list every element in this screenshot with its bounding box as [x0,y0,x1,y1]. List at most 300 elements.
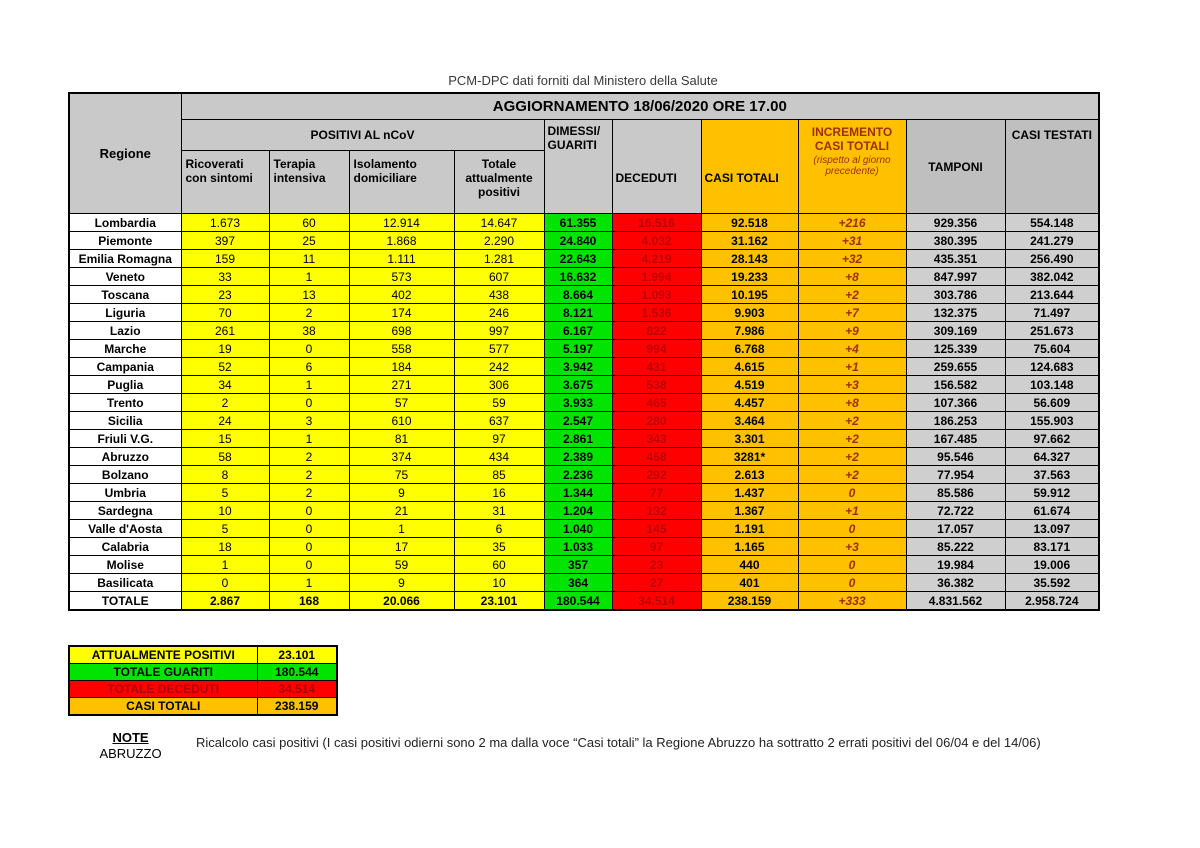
region-row [69,304,1099,322]
cell-incremento: +2 [798,412,906,430]
region-name: TOTALE [69,592,181,611]
cell-casi-totali: 6.768 [701,340,798,358]
cell-terapia-intensiva: 168 [269,592,349,611]
cell-dimessi-guariti: 2.861 [544,430,612,448]
summary-row [69,646,337,664]
region-row [69,502,1099,520]
region-row [69,574,1099,592]
cell-casi-totali: 7.986 [701,322,798,340]
cell-casi-totali: 1.437 [701,484,798,502]
cell-isolamento: 402 [349,286,454,304]
cell-tamponi: 95.546 [906,448,1005,466]
cell-ricoverati: 24 [181,412,269,430]
cell-terapia-intensiva: 2 [269,484,349,502]
cell-deceduti: 27 [612,574,701,592]
region-name: Puglia [69,376,181,394]
cell-deceduti: 97 [612,538,701,556]
cell-ricoverati: 15 [181,430,269,448]
cell-casi-testati: 61.674 [1005,502,1099,520]
cell-incremento: +3 [798,376,906,394]
cell-dimessi-guariti: 5.197 [544,340,612,358]
cell-tamponi: 847.997 [906,268,1005,286]
summary-label: CASI TOTALI [69,698,257,716]
cell-totale-positivi: 2.290 [454,232,544,250]
cell-totale-positivi: 16 [454,484,544,502]
cell-ricoverati: 23 [181,286,269,304]
cell-casi-totali: 4.615 [701,358,798,376]
cell-tamponi: 186.253 [906,412,1005,430]
region-name: Valle d'Aosta [69,520,181,538]
region-row [69,376,1099,394]
cell-ricoverati: 8 [181,466,269,484]
cell-ricoverati: 33 [181,268,269,286]
cell-dimessi-guariti: 364 [544,574,612,592]
region-name: Sardegna [69,502,181,520]
cell-deceduti: 4.032 [612,232,701,250]
cell-dimessi-guariti: 3.675 [544,376,612,394]
cell-incremento: +9 [798,322,906,340]
cell-tamponi: 107.366 [906,394,1005,412]
covid-regions-table [68,92,1100,611]
region-row [69,340,1099,358]
cell-casi-testati: 251.673 [1005,322,1099,340]
region-row [69,232,1099,250]
cell-tamponi: 36.382 [906,574,1005,592]
cell-casi-totali: 3.301 [701,430,798,448]
region-name: Marche [69,340,181,358]
region-row [69,250,1099,268]
cell-tamponi: 85.586 [906,484,1005,502]
cell-totale-positivi: 35 [454,538,544,556]
cell-terapia-intensiva: 11 [269,250,349,268]
cell-totale-positivi: 438 [454,286,544,304]
col-header-deceduti: DECEDUTI [612,120,701,214]
cell-casi-testati: 56.609 [1005,394,1099,412]
cell-deceduti: 23 [612,556,701,574]
cell-tamponi: 19.984 [906,556,1005,574]
cell-totale-positivi: 997 [454,322,544,340]
cell-isolamento: 17 [349,538,454,556]
cell-casi-totali: 31.162 [701,232,798,250]
cell-isolamento: 57 [349,394,454,412]
cell-deceduti: 1.536 [612,304,701,322]
cell-totale-positivi: 10 [454,574,544,592]
cell-deceduti: 145 [612,520,701,538]
cell-deceduti: 280 [612,412,701,430]
cell-isolamento: 20.066 [349,592,454,611]
region-row [69,520,1099,538]
cell-dimessi-guariti: 1.344 [544,484,612,502]
region-name: Toscana [69,286,181,304]
col-header-ricoverati: Ricoverati con sintomi [181,151,269,214]
cell-totale-positivi: 97 [454,430,544,448]
cell-casi-totali: 401 [701,574,798,592]
cell-tamponi: 85.222 [906,538,1005,556]
cell-dimessi-guariti: 1.204 [544,502,612,520]
cell-totale-positivi: 306 [454,376,544,394]
note-header [88,730,173,761]
source-caption: PCM-DPC dati forniti dal Ministero della Salute [448,73,718,88]
cell-incremento: 0 [798,484,906,502]
cell-terapia-intensiva: 2 [269,304,349,322]
cell-isolamento: 374 [349,448,454,466]
cell-isolamento: 81 [349,430,454,448]
cell-casi-testati: 241.279 [1005,232,1099,250]
cell-casi-testati: 124.683 [1005,358,1099,376]
cell-isolamento: 59 [349,556,454,574]
summary-row [69,681,337,698]
cell-terapia-intensiva: 60 [269,214,349,232]
cell-casi-totali: 9.903 [701,304,798,322]
region-name: Piemonte [69,232,181,250]
cell-isolamento: 573 [349,268,454,286]
cell-deceduti: 1.994 [612,268,701,286]
cell-deceduti: 77 [612,484,701,502]
cell-tamponi: 72.722 [906,502,1005,520]
cell-dimessi-guariti: 2.547 [544,412,612,430]
col-header-terapia-intensiva: Terapia intensiva [269,151,349,214]
cell-tamponi: 435.351 [906,250,1005,268]
cell-terapia-intensiva: 0 [269,394,349,412]
cell-incremento: +2 [798,430,906,448]
cell-casi-testati: 2.958.724 [1005,592,1099,611]
region-name: Bolzano [69,466,181,484]
summary-label: ATTUALMENTE POSITIVI [69,646,257,664]
cell-casi-testati: 554.148 [1005,214,1099,232]
summary-label: TOTALE DECEDUTI [69,681,257,698]
summary-body [69,646,337,715]
cell-totale-positivi: 242 [454,358,544,376]
cell-terapia-intensiva: 1 [269,268,349,286]
cell-casi-totali: 4.519 [701,376,798,394]
cell-tamponi: 259.655 [906,358,1005,376]
cell-incremento: +7 [798,304,906,322]
cell-casi-testati: 83.171 [1005,538,1099,556]
col-group-positivi: POSITIVI AL nCoV [181,120,544,151]
region-name: Umbria [69,484,181,502]
cell-tamponi: 132.375 [906,304,1005,322]
cell-tamponi: 309.169 [906,322,1005,340]
cell-ricoverati: 2 [181,394,269,412]
region-row [69,484,1099,502]
cell-totale-positivi: 31 [454,502,544,520]
cell-totale-positivi: 6 [454,520,544,538]
summary-row [69,698,337,716]
cell-ricoverati: 19 [181,340,269,358]
cell-tamponi: 303.786 [906,286,1005,304]
cell-terapia-intensiva: 1 [269,574,349,592]
summary-table [68,645,338,716]
cell-dimessi-guariti: 1.040 [544,520,612,538]
cell-isolamento: 271 [349,376,454,394]
col-header-isolamento: Isolamento domiciliare [349,151,454,214]
note-region: ABRUZZO [99,746,162,761]
cell-dimessi-guariti: 16.632 [544,268,612,286]
cell-isolamento: 558 [349,340,454,358]
cell-ricoverati: 10 [181,502,269,520]
cell-isolamento: 12.914 [349,214,454,232]
cell-ricoverati: 1 [181,556,269,574]
cell-casi-totali: 28.143 [701,250,798,268]
cell-ricoverati: 70 [181,304,269,322]
incremento-sublabel: (rispetto al giorno precedente) [813,155,891,177]
col-header-incremento [798,120,906,214]
cell-casi-testati: 37.563 [1005,466,1099,484]
cell-ricoverati: 397 [181,232,269,250]
region-row [69,466,1099,484]
col-header-casi-totali: CASI TOTALI [701,120,798,214]
group-header-row [69,120,1099,151]
cell-tamponi: 125.339 [906,340,1005,358]
cell-casi-testati: 213.644 [1005,286,1099,304]
cell-isolamento: 610 [349,412,454,430]
cell-ricoverati: 1.673 [181,214,269,232]
region-name: Sicilia [69,412,181,430]
cell-incremento: +8 [798,394,906,412]
cell-casi-totali: 2.613 [701,466,798,484]
region-name: Abruzzo [69,448,181,466]
cell-isolamento: 1.868 [349,232,454,250]
cell-deceduti: 34.514 [612,592,701,611]
cell-incremento: 0 [798,556,906,574]
cell-terapia-intensiva: 25 [269,232,349,250]
incremento-label: INCREMENTO CASI TOTALI [811,125,893,153]
cell-incremento: 0 [798,574,906,592]
region-name: Campania [69,358,181,376]
region-name: Lombardia [69,214,181,232]
col-header-casi-testati: CASI TESTATI [1005,120,1099,214]
region-row [69,430,1099,448]
cell-dimessi-guariti: 2.236 [544,466,612,484]
region-row [69,538,1099,556]
cell-ricoverati: 159 [181,250,269,268]
cell-terapia-intensiva: 3 [269,412,349,430]
cell-deceduti: 994 [612,340,701,358]
cell-incremento: +333 [798,592,906,611]
cell-casi-testati: 59.912 [1005,484,1099,502]
region-name: Liguria [69,304,181,322]
cell-dimessi-guariti: 22.643 [544,250,612,268]
cell-casi-testati: 13.097 [1005,520,1099,538]
cell-deceduti: 458 [612,448,701,466]
region-name: Emilia Romagna [69,250,181,268]
cell-dimessi-guariti: 3.933 [544,394,612,412]
cell-isolamento: 75 [349,466,454,484]
update-banner: AGGIORNAMENTO 18/06/2020 ORE 17.00 [181,93,1099,120]
cell-isolamento: 1.111 [349,250,454,268]
note-title: NOTE [112,730,149,745]
cell-casi-totali: 19.233 [701,268,798,286]
region-row [69,394,1099,412]
region-name: Calabria [69,538,181,556]
region-name: Veneto [69,268,181,286]
region-name: Trento [69,394,181,412]
cell-isolamento: 1 [349,520,454,538]
cell-terapia-intensiva: 2 [269,466,349,484]
region-row [69,358,1099,376]
region-name: Molise [69,556,181,574]
region-row [69,412,1099,430]
cell-dimessi-guariti: 1.033 [544,538,612,556]
cell-casi-totali: 440 [701,556,798,574]
cell-totale-positivi: 60 [454,556,544,574]
cell-incremento: +4 [798,340,906,358]
cell-deceduti: 822 [612,322,701,340]
cell-isolamento: 698 [349,322,454,340]
cell-casi-totali: 1.367 [701,502,798,520]
cell-incremento: +216 [798,214,906,232]
cell-totale-positivi: 59 [454,394,544,412]
region-name: Basilicata [69,574,181,592]
cell-dimessi-guariti: 8.664 [544,286,612,304]
cell-incremento: +2 [798,466,906,484]
cell-isolamento: 184 [349,358,454,376]
totals-row [69,592,1099,611]
region-row [69,214,1099,232]
cell-casi-testati: 64.327 [1005,448,1099,466]
cell-incremento: +2 [798,286,906,304]
cell-deceduti: 16.516 [612,214,701,232]
cell-incremento: +2 [798,448,906,466]
cell-casi-totali: 1.191 [701,520,798,538]
cell-casi-totali: 238.159 [701,592,798,611]
cell-terapia-intensiva: 0 [269,520,349,538]
col-header-tamponi: TAMPONI [906,120,1005,214]
col-header-dimessi-guariti: DIMESSI/ GUARITI [544,120,612,214]
cell-tamponi: 380.395 [906,232,1005,250]
cell-incremento: +3 [798,538,906,556]
cell-casi-testati: 103.148 [1005,376,1099,394]
cell-totale-positivi: 14.647 [454,214,544,232]
col-header-totale-positivi: Totale attualmente positivi [454,151,544,214]
cell-totale-positivi: 1.281 [454,250,544,268]
summary-value: 238.159 [257,698,337,716]
cell-deceduti: 132 [612,502,701,520]
cell-ricoverati: 18 [181,538,269,556]
cell-ricoverati: 0 [181,574,269,592]
cell-casi-testati: 155.903 [1005,412,1099,430]
cell-incremento: 0 [798,520,906,538]
cell-deceduti: 538 [612,376,701,394]
cell-ricoverati: 2.867 [181,592,269,611]
col-header-regione: Regione [69,93,181,214]
region-row [69,322,1099,340]
cell-ricoverati: 58 [181,448,269,466]
cell-ricoverati: 5 [181,484,269,502]
cell-deceduti: 1.093 [612,286,701,304]
cell-ricoverati: 261 [181,322,269,340]
cell-dimessi-guariti: 24.840 [544,232,612,250]
summary-value: 34.514 [257,681,337,698]
cell-incremento: +1 [798,502,906,520]
cell-casi-testati: 97.662 [1005,430,1099,448]
cell-casi-testati: 19.006 [1005,556,1099,574]
cell-dimessi-guariti: 3.942 [544,358,612,376]
cell-casi-totali: 92.518 [701,214,798,232]
cell-totale-positivi: 85 [454,466,544,484]
banner-row [69,93,1099,120]
cell-incremento: +8 [798,268,906,286]
cell-incremento: +1 [798,358,906,376]
cell-totale-positivi: 434 [454,448,544,466]
cell-terapia-intensiva: 0 [269,502,349,520]
cell-tamponi: 17.057 [906,520,1005,538]
cell-terapia-intensiva: 0 [269,556,349,574]
cell-totale-positivi: 637 [454,412,544,430]
cell-terapia-intensiva: 1 [269,430,349,448]
cell-incremento: +31 [798,232,906,250]
region-name: Friuli V.G. [69,430,181,448]
cell-totale-positivi: 246 [454,304,544,322]
cell-casi-totali: 10.195 [701,286,798,304]
cell-tamponi: 167.485 [906,430,1005,448]
cell-dimessi-guariti: 2.389 [544,448,612,466]
summary-value: 23.101 [257,646,337,664]
cell-ricoverati: 52 [181,358,269,376]
table-body [69,214,1099,611]
cell-deceduti: 465 [612,394,701,412]
cell-tamponi: 156.582 [906,376,1005,394]
cell-isolamento: 21 [349,502,454,520]
cell-deceduti: 343 [612,430,701,448]
cell-casi-testati: 35.592 [1005,574,1099,592]
cell-isolamento: 9 [349,574,454,592]
cell-casi-testati: 256.490 [1005,250,1099,268]
cell-casi-testati: 382.042 [1005,268,1099,286]
region-row [69,556,1099,574]
cell-casi-totali: 1.165 [701,538,798,556]
cell-totale-positivi: 577 [454,340,544,358]
cell-casi-totali: 3.464 [701,412,798,430]
summary-row [69,664,337,681]
cell-casi-testati: 75.604 [1005,340,1099,358]
cell-tamponi: 4.831.562 [906,592,1005,611]
note-text: Ricalcolo casi positivi (I casi positivi odierni sono 2 ma dalla voce “Casi totali” la Regione Abruzzo ha sottratto 2 errati positivi del 06/04 e del 14/06) [196,735,1041,750]
cell-casi-totali: 4.457 [701,394,798,412]
cell-isolamento: 174 [349,304,454,322]
summary-label: TOTALE GUARITI [69,664,257,681]
region-row [69,448,1099,466]
region-name: Lazio [69,322,181,340]
cell-deceduti: 431 [612,358,701,376]
cell-terapia-intensiva: 2 [269,448,349,466]
cell-dimessi-guariti: 8.121 [544,304,612,322]
cell-dimessi-guariti: 61.355 [544,214,612,232]
cell-ricoverati: 34 [181,376,269,394]
cell-totale-positivi: 23.101 [454,592,544,611]
cell-casi-totali: 3281* [701,448,798,466]
cell-deceduti: 4.219 [612,250,701,268]
cell-terapia-intensiva: 13 [269,286,349,304]
cell-ricoverati: 5 [181,520,269,538]
region-row [69,268,1099,286]
region-row [69,286,1099,304]
cell-terapia-intensiva: 0 [269,340,349,358]
cell-terapia-intensiva: 1 [269,376,349,394]
summary-value: 180.544 [257,664,337,681]
cell-casi-testati: 71.497 [1005,304,1099,322]
cell-dimessi-guariti: 180.544 [544,592,612,611]
cell-terapia-intensiva: 0 [269,538,349,556]
cell-dimessi-guariti: 357 [544,556,612,574]
cell-incremento: +32 [798,250,906,268]
cell-isolamento: 9 [349,484,454,502]
cell-terapia-intensiva: 6 [269,358,349,376]
cell-totale-positivi: 607 [454,268,544,286]
cell-tamponi: 929.356 [906,214,1005,232]
cell-dimessi-guariti: 6.167 [544,322,612,340]
cell-terapia-intensiva: 38 [269,322,349,340]
